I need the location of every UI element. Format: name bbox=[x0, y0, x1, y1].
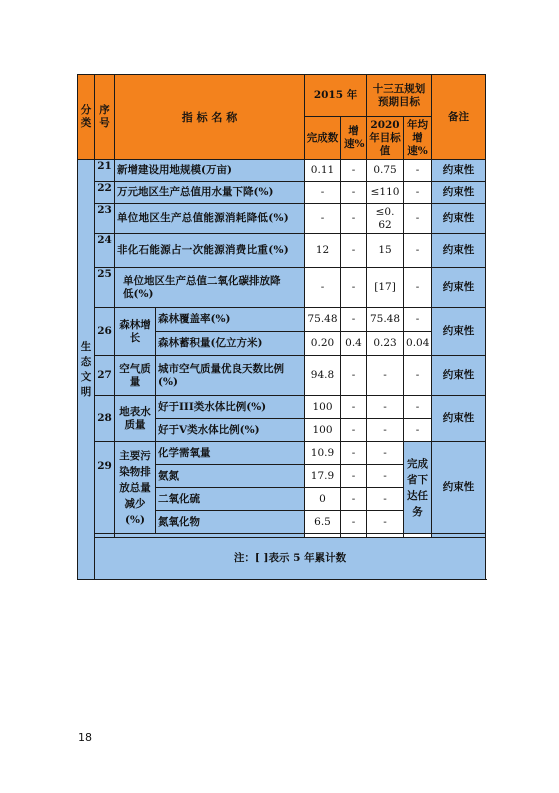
value-target: - bbox=[367, 396, 404, 419]
value-done: 0.20 bbox=[305, 332, 341, 356]
header-remark: 备注 bbox=[432, 75, 486, 160]
row-name: 新增建设用地规模(万亩) bbox=[115, 160, 305, 182]
value-growth: - bbox=[341, 465, 367, 488]
header-avg-growth: 年均增速% bbox=[404, 117, 432, 160]
value-growth: - bbox=[341, 442, 367, 465]
table-row bbox=[78, 268, 486, 308]
value-target: 0.23 bbox=[367, 332, 404, 356]
row-subcategory: 主要污染物排放总量减少(%) bbox=[115, 442, 156, 534]
value-avg-growth: - bbox=[404, 419, 432, 442]
row-subcategory: 地表水质量 bbox=[115, 396, 156, 442]
value-avg-growth: - bbox=[404, 308, 432, 332]
table-row bbox=[78, 204, 486, 234]
value-done: 0 bbox=[305, 488, 341, 511]
value-property: 约束性 bbox=[432, 308, 486, 356]
value-property: 约束性 bbox=[432, 160, 486, 182]
row-name: 好于III类水体比例(%) bbox=[156, 396, 305, 419]
value-avg-growth: - bbox=[404, 356, 432, 396]
value-target: [17] bbox=[367, 268, 404, 308]
value-property: 约束性 bbox=[432, 356, 486, 396]
value-target: - bbox=[367, 465, 404, 488]
value-target: 75.48 bbox=[367, 308, 404, 332]
value-avg-growth: - bbox=[404, 234, 432, 268]
row-name: 单位地区生产总值能源消耗降低(%) bbox=[115, 204, 305, 234]
value-growth: - bbox=[341, 160, 367, 182]
value-done: 17.9 bbox=[305, 465, 341, 488]
value-growth: - bbox=[341, 182, 367, 204]
value-done: 10.9 bbox=[305, 442, 341, 465]
header-category: 分类 bbox=[78, 75, 95, 160]
value-done: 6.5 bbox=[305, 511, 341, 534]
row-seq: 22 bbox=[95, 182, 115, 204]
header-seq: 序号 bbox=[95, 75, 115, 160]
table-row bbox=[78, 160, 486, 182]
row-name: 城市空气质量优良天数比例(%) bbox=[156, 356, 305, 396]
value-growth: - bbox=[341, 511, 367, 534]
value-growth: 0.4 bbox=[341, 332, 367, 356]
header-target: 2020 年目标值 bbox=[367, 117, 404, 160]
value-property: 约束性 bbox=[432, 204, 486, 234]
row-seq: 21 bbox=[95, 160, 115, 182]
value-target: - bbox=[367, 419, 404, 442]
row-name: 二氧化硫 bbox=[156, 488, 305, 511]
value-done: 94.8 bbox=[305, 356, 341, 396]
value-avg-growth: - bbox=[404, 268, 432, 308]
row-name: 好于Ⅴ类水体比例(%) bbox=[156, 419, 305, 442]
value-done: - bbox=[305, 204, 341, 234]
row-seq: 29 bbox=[95, 442, 115, 534]
row-seq: 26 bbox=[95, 308, 115, 356]
category-cell bbox=[78, 160, 95, 580]
value-avg-growth: 0.04 bbox=[404, 332, 432, 356]
value-growth: - bbox=[341, 204, 367, 234]
page-number: 18 bbox=[78, 731, 92, 744]
value-property: 约束性 bbox=[432, 182, 486, 204]
value-done: - bbox=[305, 182, 341, 204]
header-growth: 增速% bbox=[341, 117, 367, 160]
value-target: ≤110 bbox=[367, 182, 404, 204]
value-property: 约束性 bbox=[432, 234, 486, 268]
table-row bbox=[78, 308, 486, 332]
value-growth: - bbox=[341, 419, 367, 442]
header-plan: 十三五规划预期目标 bbox=[367, 75, 432, 117]
value-target: 15 bbox=[367, 234, 404, 268]
row-seq: 27 bbox=[95, 356, 115, 396]
table-row bbox=[78, 356, 486, 396]
value-avg-growth: - bbox=[404, 204, 432, 234]
row-seq: 24 bbox=[95, 234, 115, 268]
table-row bbox=[78, 396, 486, 419]
value-property: 约束性 bbox=[432, 442, 486, 534]
row-name: 单位地区生产总值二氧化碳排放降低(%) bbox=[115, 268, 305, 308]
table-row bbox=[78, 182, 486, 204]
value-done: 0.11 bbox=[305, 160, 341, 182]
value-done: 75.48 bbox=[305, 308, 341, 332]
row-seq: 25 bbox=[95, 268, 115, 308]
value-target: - bbox=[367, 488, 404, 511]
table-note: 注：[ ]表示 5 年累计数 bbox=[95, 538, 486, 580]
value-target: ≤0. 62 bbox=[367, 204, 404, 234]
table-row bbox=[78, 234, 486, 268]
value-growth: - bbox=[341, 308, 367, 332]
row-subcategory: 空气质量 bbox=[115, 356, 156, 396]
value-done: - bbox=[305, 268, 341, 308]
value-target: - bbox=[367, 356, 404, 396]
category-label: 生态文明 bbox=[80, 340, 92, 398]
value-done: 12 bbox=[305, 234, 341, 268]
value-growth: - bbox=[341, 234, 367, 268]
row-seq: 23 bbox=[95, 204, 115, 234]
header-indicator-name: 指 标 名 称 bbox=[115, 75, 305, 160]
value-target: - bbox=[367, 511, 404, 534]
value-avg-growth: - bbox=[404, 182, 432, 204]
value-growth: - bbox=[341, 488, 367, 511]
value-done: 100 bbox=[305, 396, 341, 419]
row-name: 氨氮 bbox=[156, 465, 305, 488]
row-name: 氮氧化物 bbox=[156, 511, 305, 534]
row-name: 森林覆盖率(%) bbox=[156, 308, 305, 332]
value-done: 100 bbox=[305, 419, 341, 442]
value-growth: - bbox=[341, 356, 367, 396]
row-name: 非化石能源占一次能源消费比重(%) bbox=[115, 234, 305, 268]
row-subcategory: 森林增长 bbox=[115, 308, 156, 356]
value-avg-growth: 完成省下达任务 bbox=[404, 442, 432, 534]
row-name: 万元地区生产总值用水量下降(%) bbox=[115, 182, 305, 204]
value-growth: - bbox=[341, 268, 367, 308]
indicator-table bbox=[77, 74, 486, 580]
value-avg-growth: - bbox=[404, 396, 432, 419]
value-property: 约束性 bbox=[432, 396, 486, 442]
table-row bbox=[78, 442, 486, 465]
value-target: - bbox=[367, 442, 404, 465]
table-row bbox=[78, 538, 486, 580]
value-growth: - bbox=[341, 396, 367, 419]
row-name: 森林蓄积量(亿立方米) bbox=[156, 332, 305, 356]
header-done: 完成数 bbox=[305, 117, 341, 160]
row-seq: 28 bbox=[95, 396, 115, 442]
value-property: 约束性 bbox=[432, 268, 486, 308]
value-target: 0.75 bbox=[367, 160, 404, 182]
value-avg-growth: - bbox=[404, 160, 432, 182]
header-2015: 2015 年 bbox=[305, 75, 367, 117]
row-name: 化学需氧量 bbox=[156, 442, 305, 465]
